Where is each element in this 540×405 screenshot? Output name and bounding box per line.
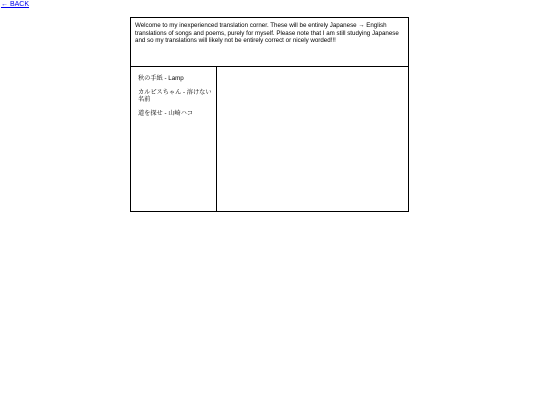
song-sidebar: [131, 67, 217, 211]
back-link[interactable]: ← BACK: [1, 1, 30, 8]
song-item-aki-no-tegami[interactable]: 秋の手紙 - Lamp: [138, 75, 184, 82]
song-list: [138, 75, 214, 123]
song-item-calpis-chan[interactable]: カルピスちゃん - 溶けない名前: [138, 88, 212, 104]
intro-text: Welcome to my inexperienced translation corner. These will be entirely Japanese → English translations of songs and poems, purely for myself. Please note that I am still studying Japanese and so my translations will likely not be entirely correct or nicely worded!!!: [135, 22, 399, 45]
translation-panel: [130, 17, 409, 212]
song-item-michi-wo-sagase[interactable]: 道を探せ - 山崎ハコ: [138, 109, 193, 117]
translation-content-pane: [217, 67, 408, 211]
